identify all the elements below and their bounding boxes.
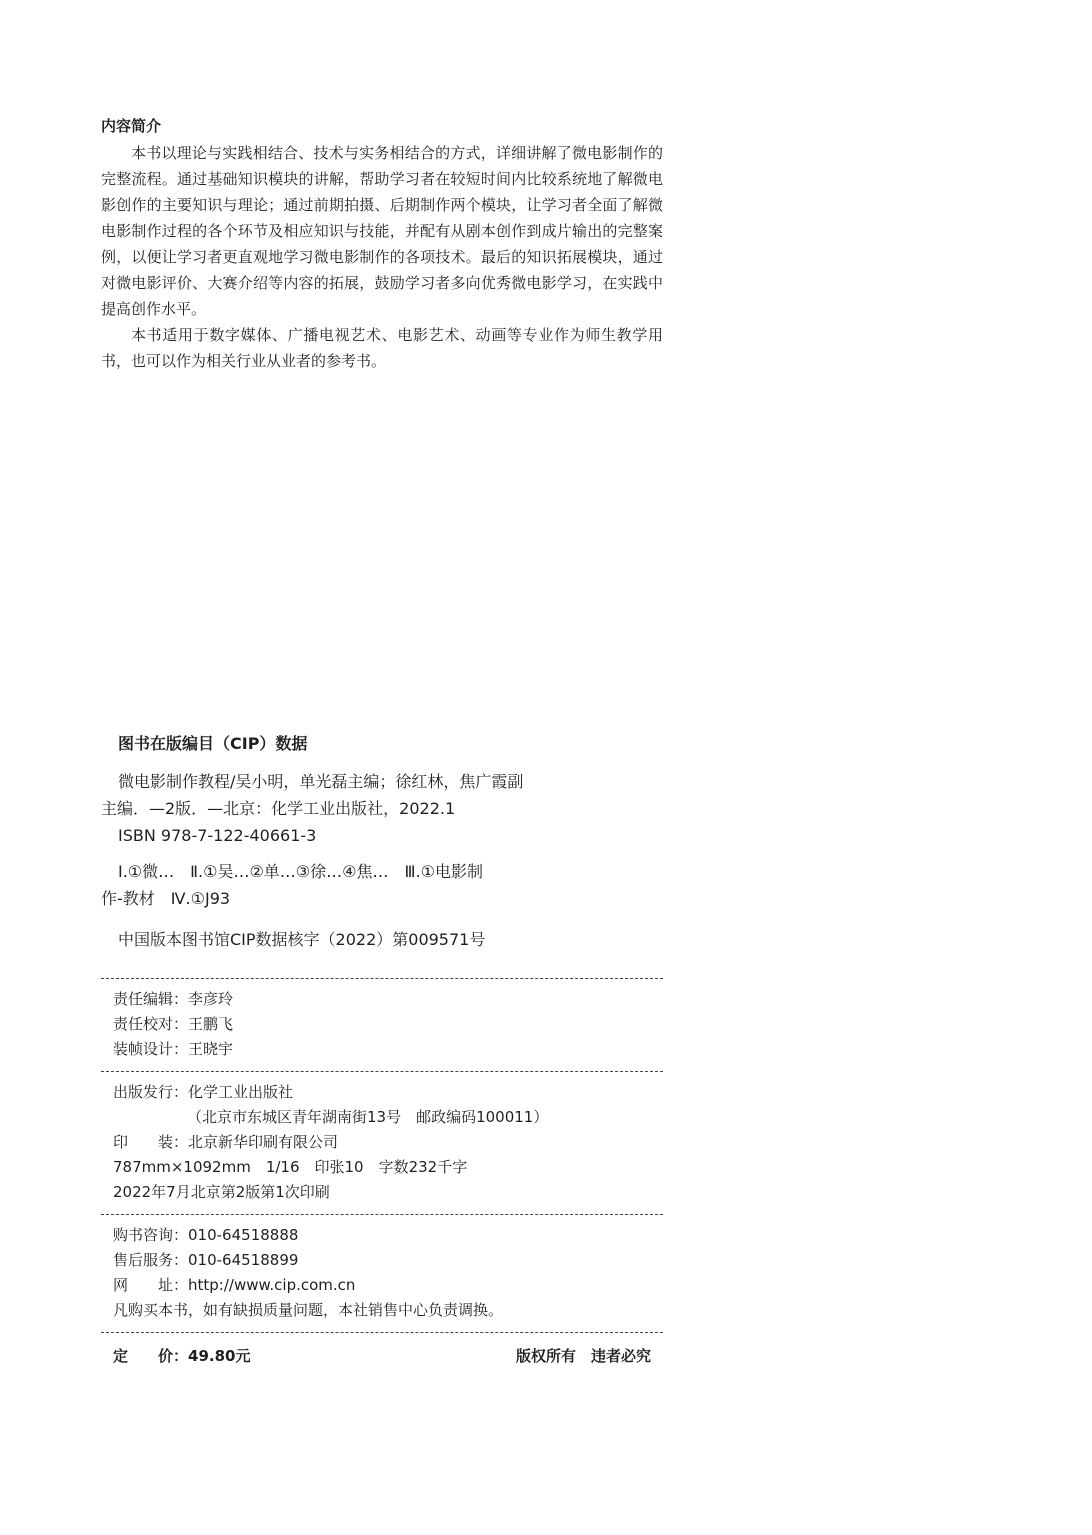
content-summary xyxy=(101,116,663,374)
editor-label: 责任编辑： xyxy=(113,990,189,1008)
cip-classification-line: Ⅰ.①微… Ⅱ.①吴…②单…③徐…④焦… Ⅲ.①电影制 xyxy=(118,862,483,881)
cip-description-line: 微电影制作教程/吴小明，单光磊主编；徐红林，焦广霞副 xyxy=(118,772,524,791)
publisher-name: 化学工业出版社 xyxy=(188,1083,294,1101)
service-label: 售后服务： xyxy=(113,1251,189,1269)
editor-value: 李彦玲 xyxy=(188,990,234,1008)
cip-heading: 图书在版编目（CIP）数据 xyxy=(118,734,308,753)
editor-value: 王晓宇 xyxy=(188,1040,234,1058)
editors-block xyxy=(101,979,663,1071)
editor-row xyxy=(113,987,663,1012)
editor-row xyxy=(113,1012,663,1037)
service-label: 购书咨询： xyxy=(113,1226,189,1244)
editor-label: 责任校对： xyxy=(113,1015,189,1033)
website-link[interactable]: http://www.cip.com.cn xyxy=(188,1276,356,1294)
service-block xyxy=(101,1215,663,1332)
cip-classification-line: 作-教材 Ⅳ.①J93 xyxy=(101,889,231,908)
format-line: 787mm×1092mm 1/16 印张10 字数232千字 xyxy=(113,1158,468,1176)
website-row xyxy=(113,1273,663,1298)
service-note: 凡购买本书，如有缺损质量问题，本社销售中心负责调换。 xyxy=(113,1301,504,1319)
editor-row xyxy=(113,1037,663,1062)
website-label: 网 址： xyxy=(113,1276,189,1294)
cip-record xyxy=(101,732,663,953)
editor-label: 装帧设计： xyxy=(113,1040,189,1058)
editor-value: 王鹏飞 xyxy=(188,1015,234,1033)
service-row xyxy=(113,1223,663,1248)
cip-isbn: ISBN 978-7-122-40661-3 xyxy=(118,826,317,845)
summary-paragraph: 本书以理论与实践相结合、技术与实务相结合的方式，详细讲解了微电影制作的完整流程。通过基础知识模块的讲解，帮助学习者在较短时间内比较系统地了解微电影创作的主要知识与理论；通过前期拍摄、后期制作两个模块，让学习者全面了解微电影制作过程的各个环节及相应知识与技能，并配有从剧本创作到成片输出的完整案例，以便让学习者更直观地学习微电影制作的各项技术。最后的知识拓展模块，通过对微电影评价、大赛介绍等内容的拓展，鼓励学习者多向优秀微电影学习，在实践中提高创作水平。 xyxy=(101,144,663,318)
cip-number: 中国版本图书馆CIP数据核字（2022）第009571号 xyxy=(118,930,486,949)
printer-label: 印 装： xyxy=(113,1133,189,1151)
edition-line: 2022年7月北京第2版第1次印刷 xyxy=(113,1183,330,1201)
cip-classification xyxy=(101,858,663,912)
summary-paragraph: 本书适用于数字媒体、广播电视艺术、电影艺术、动画等专业作为师生教学用书，也可以作为相关行业从业者的参考书。 xyxy=(101,326,663,370)
service-value: 010-64518888 xyxy=(188,1226,299,1244)
price-value: 49.80元 xyxy=(188,1347,251,1365)
price-row xyxy=(101,1333,663,1370)
cip-description xyxy=(101,768,663,849)
printer-name: 北京新华印刷有限公司 xyxy=(188,1133,339,1151)
cip-description-line: 主编．—2版．—北京：化学工业出版社，2022.1 xyxy=(101,799,456,818)
price-label: 定 价： xyxy=(113,1347,189,1365)
publisher-label: 出版发行： xyxy=(113,1083,189,1101)
printer-row xyxy=(113,1130,663,1155)
publishing-block xyxy=(101,1072,663,1214)
publisher-address: （北京市东城区青年湖南街13号 邮政编码100011） xyxy=(187,1108,549,1126)
publication-info xyxy=(101,978,663,1370)
price xyxy=(113,1342,250,1370)
service-row xyxy=(113,1248,663,1273)
summary-title: 内容简介 xyxy=(101,117,162,135)
service-value: 010-64518899 xyxy=(188,1251,299,1269)
publisher-row xyxy=(113,1080,663,1105)
copyright-notice: 版权所有 违者必究 xyxy=(515,1347,651,1365)
